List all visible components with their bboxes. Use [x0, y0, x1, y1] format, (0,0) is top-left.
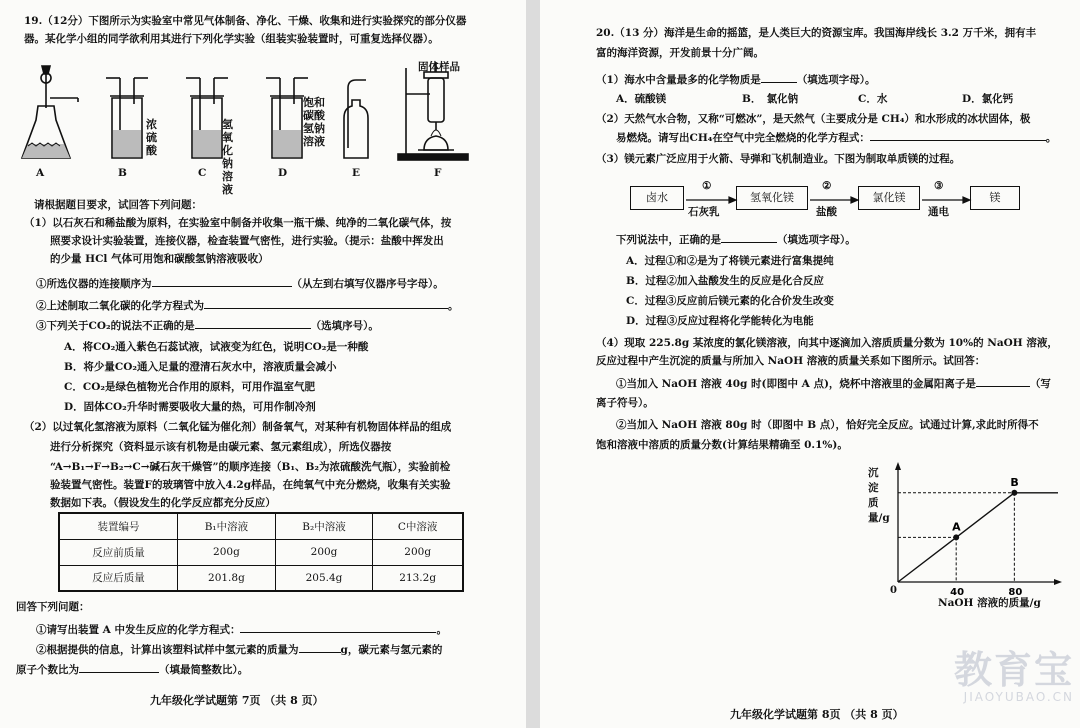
q19-sub3-text: ③下列关于CO₂的说法不正确的是: [36, 320, 195, 332]
table-header-cell: C中溶液: [373, 513, 463, 539]
flow-box-mg: 镁: [970, 186, 1020, 210]
answer-blank[interactable]: [870, 130, 1046, 141]
experiment-data-table: [58, 512, 464, 592]
q20-part2-line2: 易燃烧。请写出CH₄在空气中完全燃烧的化学方程式： 。: [616, 132, 1057, 144]
q19-part2-line1: （2）以过氧化氢溶液为原料（二氧化锰为催化剂）制备氧气，对某种有机物固体样品的组成: [24, 421, 452, 433]
left-page: [0, 0, 526, 728]
q20-part1-end: （填选项字母）。: [796, 74, 876, 86]
table-cell: 反应后质量: [59, 565, 178, 591]
table-cell: 213.2g: [373, 565, 463, 591]
watermark-en: JIAOYUBAO.CN: [963, 690, 1074, 704]
table-cell: 反应前质量: [59, 539, 178, 565]
table-header-cell: B₂中溶液: [275, 513, 373, 539]
apparatus-label-a: A: [36, 167, 45, 179]
reagent-d: 饱和碳酸氢钠溶液: [303, 96, 325, 148]
q19-answer1: ①请写出装置 A 中发生反应的化学方程式： 。: [36, 624, 447, 636]
apparatus-label-b: B: [118, 167, 127, 179]
answer-prompt: 回答下列问题：: [16, 601, 90, 613]
q19-part1-line3: 的少量 HCl 气体可用饱和碳酸氢钠溶液吸收）: [50, 253, 269, 265]
answer-blank[interactable]: [195, 318, 311, 329]
reagent-c: 氢氧化钠溶液: [222, 118, 233, 196]
x-tick-label: 80: [1008, 587, 1023, 598]
page-gutter: [526, 0, 540, 728]
q19-option-a: A．将CO₂通入紫色石蕊试液，试液变为红色，说明CO₂是一种酸: [64, 341, 369, 353]
table-cell: 200g: [373, 539, 463, 565]
reagent-b: 浓硫酸: [146, 118, 157, 157]
flow-reagent-1: 石灰乳: [688, 206, 720, 218]
q19-prompt: 请根据题目要求，试回答下列问题：: [34, 199, 202, 211]
q19-sub1-text: ①所选仪器的连接顺序为: [36, 278, 152, 290]
q19-sub2: ②上述制取二氧化碳的化学方程式为 。: [36, 300, 459, 312]
q19-answer2-text: ②根据提供的信息，计算出该塑料试样中氢元素的质量为: [36, 644, 299, 656]
q19-sub1-end: （从左到右填写仪器序号字母）。: [291, 278, 444, 290]
table-row: [59, 539, 463, 565]
watermark: [954, 650, 1074, 704]
answer-blank[interactable]: [240, 622, 436, 633]
q20-part4-sub2-line2: 饱和溶液中溶质的质量分数(计算结果精确至 0.1%)。: [596, 439, 848, 451]
answer-blank[interactable]: [204, 298, 448, 309]
q20-part4-sub1-cont: 离子符号）。: [596, 397, 654, 409]
chart-origin-label: 0: [890, 585, 897, 596]
y-axis-arrow: [895, 462, 901, 470]
q20-part1-option: A．硫酸镁: [616, 93, 667, 105]
q19-answer1-text: ①请写出装置 A 中发生反应的化学方程式：: [36, 624, 241, 636]
q19-part2-line4: 验装置气密性。装置F的玻璃管中放入4.2g样品，在纯氧气中充分燃烧，收集有关实验: [50, 479, 451, 491]
q20-part3-option-c: C．过程③反应前后镁元素的化合价发生改变: [626, 295, 834, 307]
apparatus-label-f: F: [434, 167, 442, 179]
q20-part1: [596, 72, 876, 87]
flow-box-mg-chloride: 氯化镁: [858, 186, 920, 210]
answer-blank[interactable]: [152, 276, 292, 287]
q20-part1-option: C．水: [858, 93, 888, 105]
q19-option-b: B．将少量CO₂通入足量的澄清石灰水中，溶液质量会减小: [64, 361, 337, 373]
flow-step-1: ①: [702, 180, 712, 192]
q19-answer3-end: （填最简整数比）。: [159, 664, 249, 676]
flow-box-brine: 卤水: [630, 186, 684, 210]
answer-blank[interactable]: [761, 72, 797, 83]
q20-part3: （3）镁元素广泛应用于火箭、导弹和飞机制造业。下图为制取单质镁的过程。: [596, 153, 961, 165]
q19-answer3-text: 原子个数比为: [16, 664, 79, 676]
flow-reagent-3: 通电: [928, 206, 949, 218]
q20-intro-line2: 富的海洋资源，开发前景十分广阔。: [596, 47, 764, 59]
q20-part3-option-d: D．过程③反应过程将化学能转化为电能: [626, 315, 814, 327]
q19-answer2: [36, 642, 442, 657]
q20-part1-option: D．氯化钙: [962, 93, 1014, 105]
table-header-cell: 装置编号: [59, 513, 178, 539]
table-row: [59, 565, 463, 591]
apparatus-label-e: E: [352, 167, 361, 179]
q19-part2-line2: 进行分析探究（资料显示该有机物是由碳元素、氢元素组成），所选仪器按: [50, 441, 392, 453]
q20-part4-sub2-line1: ②当加入 NaOH 溶液 80g 时（即图中 B 点），恰好完全反应。试通过计算,求此时所得不: [616, 419, 1039, 431]
watermark-cn: 教育宝: [953, 648, 1074, 692]
q20-part1-option: B． 氯化钠: [742, 93, 799, 105]
q19-part2-line3: “A→B₁→F→B₂→C→碱石灰干燥管”的顺序连接（B₁、B₂为浓硫酸洗气瓶），实验前检: [50, 461, 451, 473]
answer-blank[interactable]: [299, 642, 341, 653]
q19-option-c: C．CO₂是绿色植物光合作用的原料，可用作温室气肥: [64, 381, 315, 393]
chart-ylabel: 沉淀质量/g: [868, 467, 890, 524]
x-tick-label: 40: [950, 587, 965, 598]
flow-reagent-2: 盐酸: [816, 206, 837, 218]
q20-part4-line1: （4）现取 225.8g 某浓度的氯化镁溶液，向其中逐滴加入溶质质量分数为 10%的 NaOH 溶液，: [596, 337, 1058, 349]
q20-intro-line1: 20.（13 分）海洋是生命的摇篮，是人类巨大的资源宝库。我国海岸线长 3.2 万千米，拥有丰: [596, 27, 1037, 39]
q19-sub2-text: ②上述制取二氧化碳的化学方程式为: [36, 300, 204, 312]
apparatus-d-bottle: [266, 78, 308, 158]
q19-part1-line2: 照要求设计实验装置，连接仪器，检查装置气密性，进行实验。（提示：盐酸中挥发出: [50, 235, 444, 247]
sample-label-f: 固体样品: [418, 61, 460, 73]
series-line: [898, 493, 1058, 582]
answer-blank[interactable]: [976, 376, 1030, 387]
data-point-b: [1011, 490, 1017, 496]
data-point-label-b: B: [1010, 475, 1019, 489]
page-footer-right: 九年级化学试题第 8页 （共 8 页）: [730, 708, 904, 721]
q19-sub1: [36, 276, 444, 291]
q19-answer3: [16, 662, 248, 677]
q19-part2-line5: 数据如下表。（假设发生的化学反应都充分反应）: [50, 497, 276, 509]
q20-part3-question-text: 下列说法中，正确的是: [616, 234, 721, 246]
q20-part3-question: [616, 232, 856, 247]
table-cell: 205.4g: [275, 565, 373, 591]
q20-part2-text: 易燃烧。请写出CH₄在空气中完全燃烧的化学方程式：: [616, 132, 870, 144]
answer-blank[interactable]: [721, 232, 777, 243]
table-cell: 200g: [178, 539, 276, 565]
q19-intro-line1: 19.（12分）下图所示为实验室中常见气体制备、净化、干燥、收集和进行实验探究的部分仪器: [24, 15, 467, 27]
flow-step-2: ②: [822, 180, 832, 192]
q20-part4-sub1-end: （写: [1029, 378, 1051, 390]
q20-part3-option-b: B．过程②加入盐酸发生的反应是化合反应: [626, 275, 824, 287]
q20-part2-line1: （2）天然气水合物，又称“可燃冰”，是天然气（主要成分是 CH₄）和水形成的冰状固体，极: [596, 113, 1031, 125]
q20-part4-line2: 反应过程中产生沉淀的质量与所加入 NaOH 溶液的质量关系如下图所示。试回答：: [596, 355, 986, 367]
q19-sub3-end: （选填序号）。: [310, 320, 379, 332]
q20-part3-option-a: A．过程①和②是为了将镁元素进行富集提纯: [626, 255, 834, 267]
table-cell: 201.8g: [178, 565, 276, 591]
x-axis-arrow: [1054, 579, 1062, 585]
apparatus-label-c: C: [198, 167, 207, 179]
apparatus-f-stand: [398, 62, 468, 160]
page-footer-left: 九年级化学试题第 7页 （共 8 页）: [150, 694, 324, 707]
table-cell: 200g: [275, 539, 373, 565]
apparatus-e-bottle: [344, 80, 368, 158]
chart-xlabel: NaOH 溶液的质量/g: [938, 597, 1041, 609]
q20-part4-sub1-text: ①当加入 NaOH 溶液 40g 时(即图中 A 点)，烧杯中溶液里的金属阳离子是: [616, 378, 976, 390]
q20-part4-sub1: [616, 376, 1051, 391]
q19-sub3: [36, 318, 379, 333]
data-point-a: [953, 534, 959, 540]
q19-part1-line1: （1）以石灰石和稀盐酸为原料，在实验室中制备并收集一瓶干燥、纯净的二氧化碳气体，按: [24, 217, 452, 229]
data-point-label-a: A: [952, 520, 961, 534]
answer-blank[interactable]: [79, 662, 159, 673]
flow-box-mg-hydroxide: 氢氧化镁: [736, 186, 808, 210]
table-header-row: [59, 513, 463, 539]
q20-part3-question-end: （填选项字母）。: [777, 234, 856, 246]
apparatus-b-bottle: [106, 78, 148, 158]
apparatus-label-d: D: [278, 167, 288, 179]
apparatus-a-flask: [22, 66, 78, 158]
q19-intro-line2: 器。某化学小组的同学欲利用其进行下列化学实验（组装实验装置时，可重复选择仪器）。: [24, 33, 439, 45]
table-header-cell: B₁中溶液: [178, 513, 276, 539]
q19-answer2-mid: g，碳元素与氢元素的: [340, 644, 443, 656]
q19-option-d: D．固体CO₂升华时需要吸收大量的热，可用作制冷剂: [64, 401, 316, 413]
q20-part1-text: （1）海水中含量最多的化学物质是: [596, 74, 761, 86]
flow-step-3: ③: [934, 180, 944, 192]
right-page: [540, 0, 1080, 728]
